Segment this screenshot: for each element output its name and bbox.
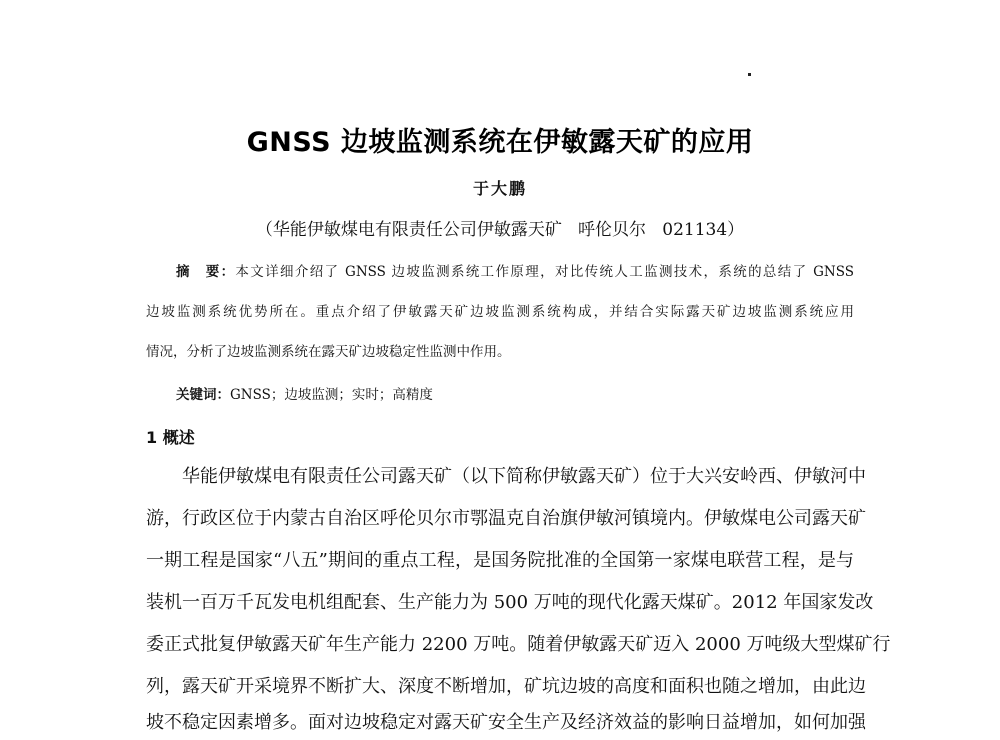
body-line: 一期工程是国家“八五”期间的重点工程，是国务院批准的全国第一家煤电联营工程，是与	[146, 550, 854, 571]
abstract-line: 情况，分析了边坡监测系统在露天矿边坡稳定性监测中作用。	[146, 344, 511, 360]
body-line: 游，行政区位于内蒙古自治区呼伦贝尔市鄂温克自治旗伊敏河镇境内。伊敏煤电公司露天矿	[146, 508, 866, 529]
abstract-label: 摘 要：	[176, 264, 236, 280]
body-line: 委正式批复伊敏露天矿年生产能力 2200 万吨。随着伊敏露天矿迈入 2000 万吨级大型煤矿行	[146, 634, 891, 655]
paper-author: 于大鹏	[472, 179, 527, 198]
scan-speck	[748, 73, 751, 76]
abstract-line: 摘 要：本文详细介绍了 GNSS 边坡监测系统工作原理，对比传统人工监测技术，系统的总结了 GNSS	[176, 264, 854, 280]
body-line: 列，露天矿开采境界不断扩大、深度不断增加，矿坑边坡的高度和面积也随之增加，由此边	[146, 676, 866, 697]
keywords-label: 关键词：	[176, 387, 230, 403]
body-line: 华能伊敏煤电有限责任公司露天矿（以下简称伊敏露天矿）位于大兴安岭西、伊敏河中	[182, 466, 866, 487]
paper-title: GNSS 边坡监测系统在伊敏露天矿的应用	[246, 127, 754, 158]
section-heading: 1 概述	[146, 428, 195, 447]
keywords-text: GNSS；边坡监测；实时；高精度	[230, 387, 433, 403]
keywords	[176, 385, 433, 405]
paper-affiliation: （华能伊敏煤电有限责任公司伊敏露天矿 呼伦贝尔 021134）	[255, 220, 745, 240]
abstract-line: 边坡监测系统优势所在。重点介绍了伊敏露天矿边坡监测系统构成，并结合实际露天矿边坡监测系统应用	[146, 304, 854, 320]
body-line: 装机一百万千瓦发电机组配套、生产能力为 500 万吨的现代化露天煤矿。2012 年国家发改	[146, 592, 874, 613]
body-line: 坡不稳定因素增多。面对边坡稳定对露天矿安全生产及经济效益的影响日益增加，如何加强	[146, 712, 866, 733]
